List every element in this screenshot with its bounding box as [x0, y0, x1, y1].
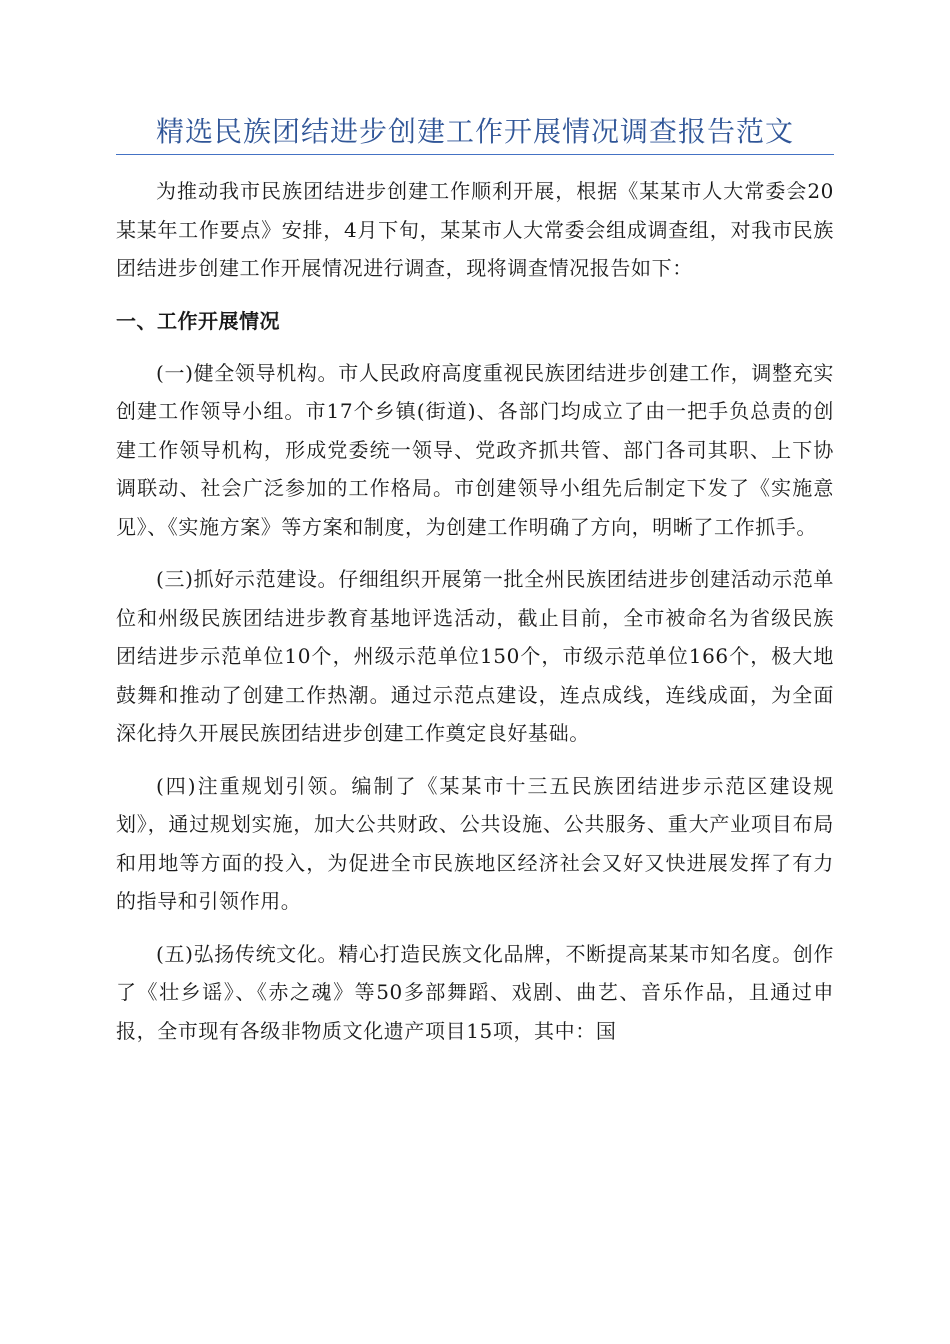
paragraph-culture: (五)弘扬传统文化。精心打造民族文化品牌，不断提高某某市知名度。创作了《壮乡谣》、《赤之魂》等50多部舞蹈、戏剧、曲艺、音乐作品，且通过申报，全市现有各级非物质文化遗产项目15项，其中：国 [116, 941, 834, 1043]
intro-paragraph: 为推动我市民族团结进步创建工作顺利开展，根据《某某市人大常委会20某某年工作要点》安排，4月下旬，某某市人大常委会组成调查组，对我市民族团结进步创建工作开展情况进行调查，现将调查情况报告如下： [116, 179, 834, 280]
paragraph-leadership: (一)健全领导机构。市人民政府高度重视民族团结进步创建工作，调整充实创建工作领导小组。市17个乡镇(街道)、各部门均成立了由一把手负总责的创建工作领导机构，形成党委统一领导、党政齐抓共管、部门各司其职、上下协调联动、社会广泛参加的工作格局。市创建领导小组先后制定下发了《实施意见》、《实施方案》等方案和制度，为创建工作明确了方向，明晰了工作抓手。 [116, 360, 834, 539]
document-title: 精选民族团结进步创建工作开展情况调查报告范文 [155, 115, 794, 148]
paragraph-demonstration: (三)抓好示范建设。仔细组织开展第一批全州民族团结进步创建活动示范单位和州级民族团结进步教育基地评选活动，截止目前，全市被命名为省级民族团结进步示范单位10个，州级示范单位150个，市级示范单位166个，极大地鼓舞和推动了创建工作热潮。通过示范点建设，连点成线，连线成面，为全面深化持久开展民族团结进步创建工作奠定良好基础。 [116, 567, 834, 745]
title-underline [116, 154, 834, 155]
paragraph-planning: (四)注重规划引领。编制了《某某市十三五民族团结进步示范区建设规划》，通过规划实施，加大公共财政、公共设施、公共服务、重大产业项目布局和用地等方面的投入，为促进全市民族地区经济社会又好又快进展发挥了有力的指导和引领作用。 [116, 773, 834, 913]
section-heading: 一、工作开展情况 [116, 308, 280, 333]
document-body [116, 172, 834, 1064]
